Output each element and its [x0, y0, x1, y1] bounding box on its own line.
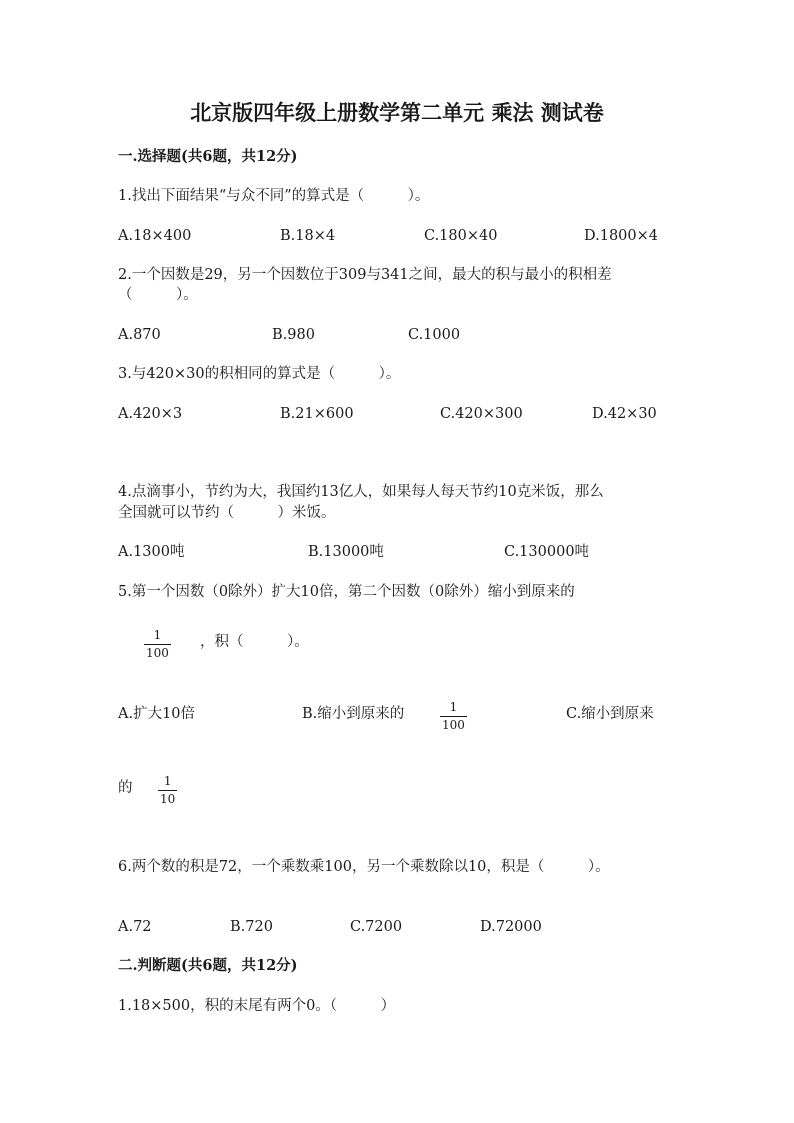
- fraction-bar: [144, 644, 171, 645]
- question-3-option-c: C.420×300: [440, 406, 523, 422]
- fraction-denominator: 100: [442, 718, 465, 732]
- fraction-denominator: 10: [160, 792, 176, 806]
- question-6-option-d: D.72000: [480, 919, 542, 935]
- question-5-option-b: B.缩小到原来的: [302, 706, 405, 722]
- section-heading-choice: 一.选择题(共6题，共12分): [118, 148, 298, 165]
- question-1-option-c: C.180×40: [424, 228, 498, 244]
- question-2-option-b: B.980: [272, 327, 315, 343]
- fraction-bar: [440, 716, 467, 717]
- question-3-option-a: A.420×3: [118, 406, 183, 422]
- fraction-bar: [158, 790, 177, 791]
- question-4-option-b: B.13000吨: [308, 544, 384, 560]
- question-5-stem-line2: ，积（ ）。: [200, 634, 309, 650]
- question-4-option-c: C.130000吨: [504, 544, 590, 560]
- question-5-stem-line1: 5.第一个因数（0除外）扩大10倍，第二个因数（0除外）缩小到原来的: [118, 584, 575, 600]
- question-4-stem-line1: 4.点滴事小，节约为大，我国约13亿人，如果每人每天节约10克米饭，那么: [118, 484, 604, 500]
- question-6-option-b: B.720: [230, 919, 273, 935]
- question-3-option-d: D.42×30: [592, 406, 657, 422]
- question-5-option-c-fraction: [158, 774, 177, 806]
- question-5-option-c-cont: 的: [118, 780, 133, 796]
- question-1-option-b: B.18×4: [280, 228, 336, 244]
- question-1-stem: 1.找出下面结果“与众不同”的算式是（ ）。: [118, 188, 430, 204]
- fraction-numerator: 1: [153, 628, 162, 642]
- question-5-fraction: [144, 628, 171, 660]
- question-1-option-d: D.1800×4: [584, 228, 658, 244]
- question-4-option-a: A.1300吨: [118, 544, 185, 560]
- question-1-option-a: A.18×400: [118, 228, 192, 244]
- question-3-option-b: B.21×600: [280, 406, 354, 422]
- fraction-numerator: 1: [163, 774, 172, 788]
- question-3-stem: 3.与420×30的积相同的算式是（ ）。: [118, 366, 401, 382]
- question-2-option-a: A.870: [118, 327, 161, 343]
- question-2-option-c: C.1000: [408, 327, 461, 343]
- fraction-numerator: 1: [449, 700, 458, 714]
- question-6-option-a: A.72: [118, 919, 152, 935]
- page-title: 北京版四年级上册数学第二单元 乘法 测试卷: [190, 100, 604, 125]
- question-2-stem-line2: （ ）。: [118, 287, 198, 303]
- question-4-stem-line2: 全国就可以节约（ ）米饭。: [118, 505, 336, 521]
- question-5-option-b-fraction: [440, 700, 467, 732]
- section-heading-judgement: 二.判断题(共6题，共12分): [118, 957, 298, 974]
- judgement-question-1-stem: 1.18×500，积的末尾有两个0。（ ）: [118, 998, 396, 1014]
- question-5-option-c: C.缩小到原来: [566, 706, 654, 722]
- question-5-option-a: A.扩大10倍: [118, 706, 196, 722]
- question-6-stem: 6.两个数的积是72，一个乘数乘100，另一个乘数除以10，积是（ ）。: [118, 859, 610, 875]
- question-6-option-c: C.7200: [350, 919, 403, 935]
- fraction-denominator: 100: [146, 646, 169, 660]
- question-2-stem-line1: 2.一个因数是29，另一个因数位于309与341之间，最大的积与最小的积相差: [118, 267, 612, 283]
